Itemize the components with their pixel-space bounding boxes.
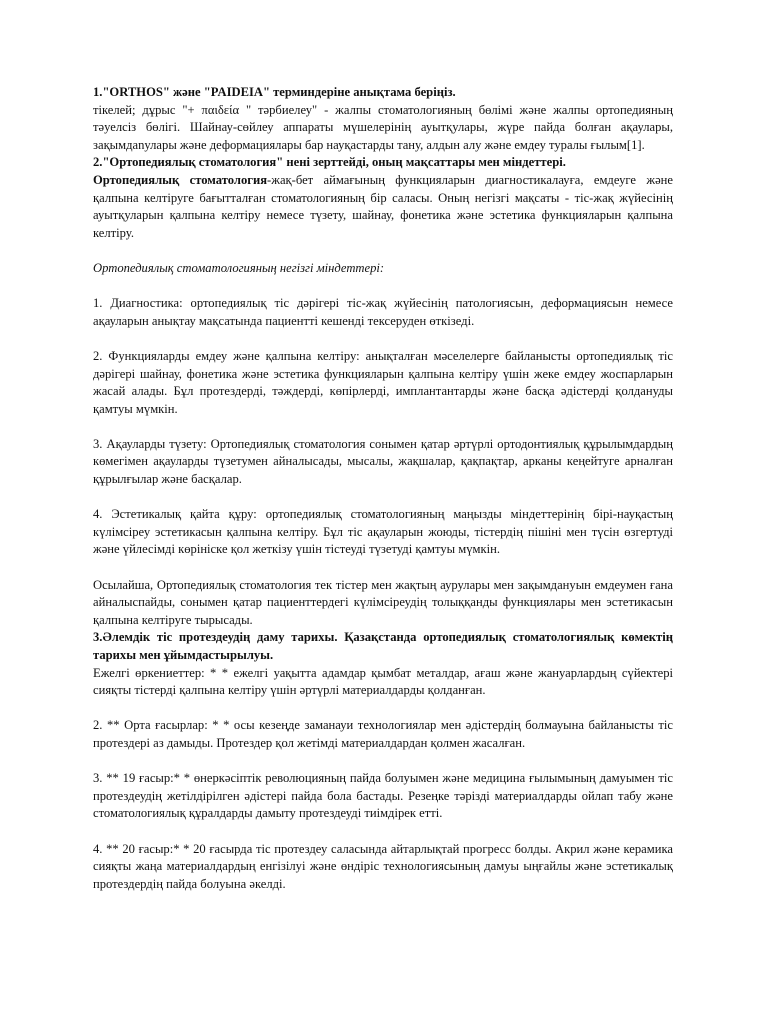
q2-tasks-heading: Ортопедиялық стоматологияның негізгі міндеттері:	[93, 260, 385, 275]
q2-definition-text: -жақ-бет аймағының функцияларын диагностикалауға, емдеуге және қалпына келтіруге бағытталған стоматологияның бір саласы. Оның негізгі мақсаты - тіс-жақ жүйесінің ауытқуларын қалпына келтіру немесе түзету, шайнау, фонетика және эстетика функцияларын қалпына келтіру.	[93, 172, 673, 240]
q2-task-2: 2. Функцияларды емдеу және қалпына келтіру: анықталған мәселелерге байланысты ортопедиялық тіс дәрігері шайнау, фонетика және эстетика функцияларын қалпына келтіру үшін жеке емдеу жоспарларын жасай алады. Бұл протездерді, тәждерді, көпірлерді, имплантантарды және басқа әдістерді қолдануды қамтуы мүмкін.	[93, 348, 673, 416]
q3-intro: Ежелгі өркениеттер: * * ежелгі уақытта адамдар қымбат металдар, ағаш және жануарлардың сүйектері сияқты тістерді қалпына келтіру үшін әртүрлі материалдарды қолданған.	[93, 665, 673, 698]
q3-item-2: 2. ** Орта ғасырлар: * * осы кезеңде заманауи технологиялар мен әдістердің болмауына байланысты тіс протездері аз дамыды. Протездер қол жетімді материалдардан қолмен жасалған.	[93, 718, 673, 750]
q2-definition-term: Ортопедиялық стоматология	[93, 172, 268, 187]
q3-item-3: 3. ** 19 ғасыр:* * өнеркәсіптік революцияның пайда болуымен және медицина ғылымының дамуымен тіс протездеудің жетілдірілген әдістері пайда бола бастады. Резеңке тәрізді материалдарды ойлап табу және стоматологиялық құралдарды дамыту протездеуді тиімдірек етті.	[93, 771, 673, 821]
q2-task-1: 1. Диагностика: ортопедиялық тіс дәрігері тіс-жақ жүйесінің патологиясын, деформациясын немесе ақауларын анықтау мақсатында пациентті кешенді тексеруден өткізеді.	[93, 296, 673, 328]
q3-item-4: 4. ** 20 ғасыр:* * 20 ғасырда тіс протездеу саласында айтарлықтай прогресс болды. Акрил және керамика сияқты жаңа материалдардың енгізілуі және өндіріс технологиясының дамуы ыңғайлы және эстетикалық протездердің пайда болуына әкелді.	[93, 841, 673, 891]
q2-title: 2."Ортопедиялық стоматология" нені зерттейді, оның мақсаттары мен міндеттері.	[93, 155, 566, 170]
document-page	[93, 84, 673, 893]
q1-body: тікелей; дұрыс "+ παιδεία " тәрбиелеу" - жалпы стоматологияның бөлімі және жалпы ортопедияның тәуелсіз бөлігі. Шайнау-сөйлеу аппараты мүшелерінің ауытқулары, жүре пайда болған ақаулары, зақымдanулары және деформациялары бар науқастарды тану, алдын алу және емдеу туралы ғылым[1].	[93, 102, 673, 152]
q2-conclusion: Осылайша, Ортопедиялық стоматология тек тістер мен жақтың аурулары мен зақымдануын емдеумен ғана айналыспайды, сонымен қатар пациенттердегі күлімсіреудің толыққанды функциялары мен эстетикасын қалпына келтіруге тырысады.	[93, 577, 673, 627]
q3-title: 3.Әлемдік тіс протездеудің даму тарихы. Қазақстанда ортопедиялық стоматологиялық көмектің тарихы мен ұйымдастырылуы.	[93, 630, 673, 662]
q1-title: 1."ORTHOS" және "PAIDEIA" терминдеріне анықтама беріңіз.	[93, 85, 456, 99]
q2-task-4: 4. Эстетикалық қайта құру: ортопедиялық стоматологияның маңызды міндеттерінің бірі-науқастың күлімсіреу эстетикасын қалпына келтіру. Бұл тіс ақауларын жоюды, тістердің пішіні мен түсін өзгертуді және үйлесімді көрініске қол жеткізу үшін тістеуді түзетуді қамтуы мүмкін.	[93, 507, 673, 557]
q2-task-3: 3. Ақауларды түзету: Ортопедиялық стоматология сонымен қатар әртүрлі ортодонтиялық құрылымдардың көмегімен ақауларды түзетумен айналысады, мысалы, жақшалар, қақпақтар, арканы кеңейтуге арналған құрылғылар және басқалар.	[93, 436, 673, 487]
q2-definition	[93, 172, 673, 242]
